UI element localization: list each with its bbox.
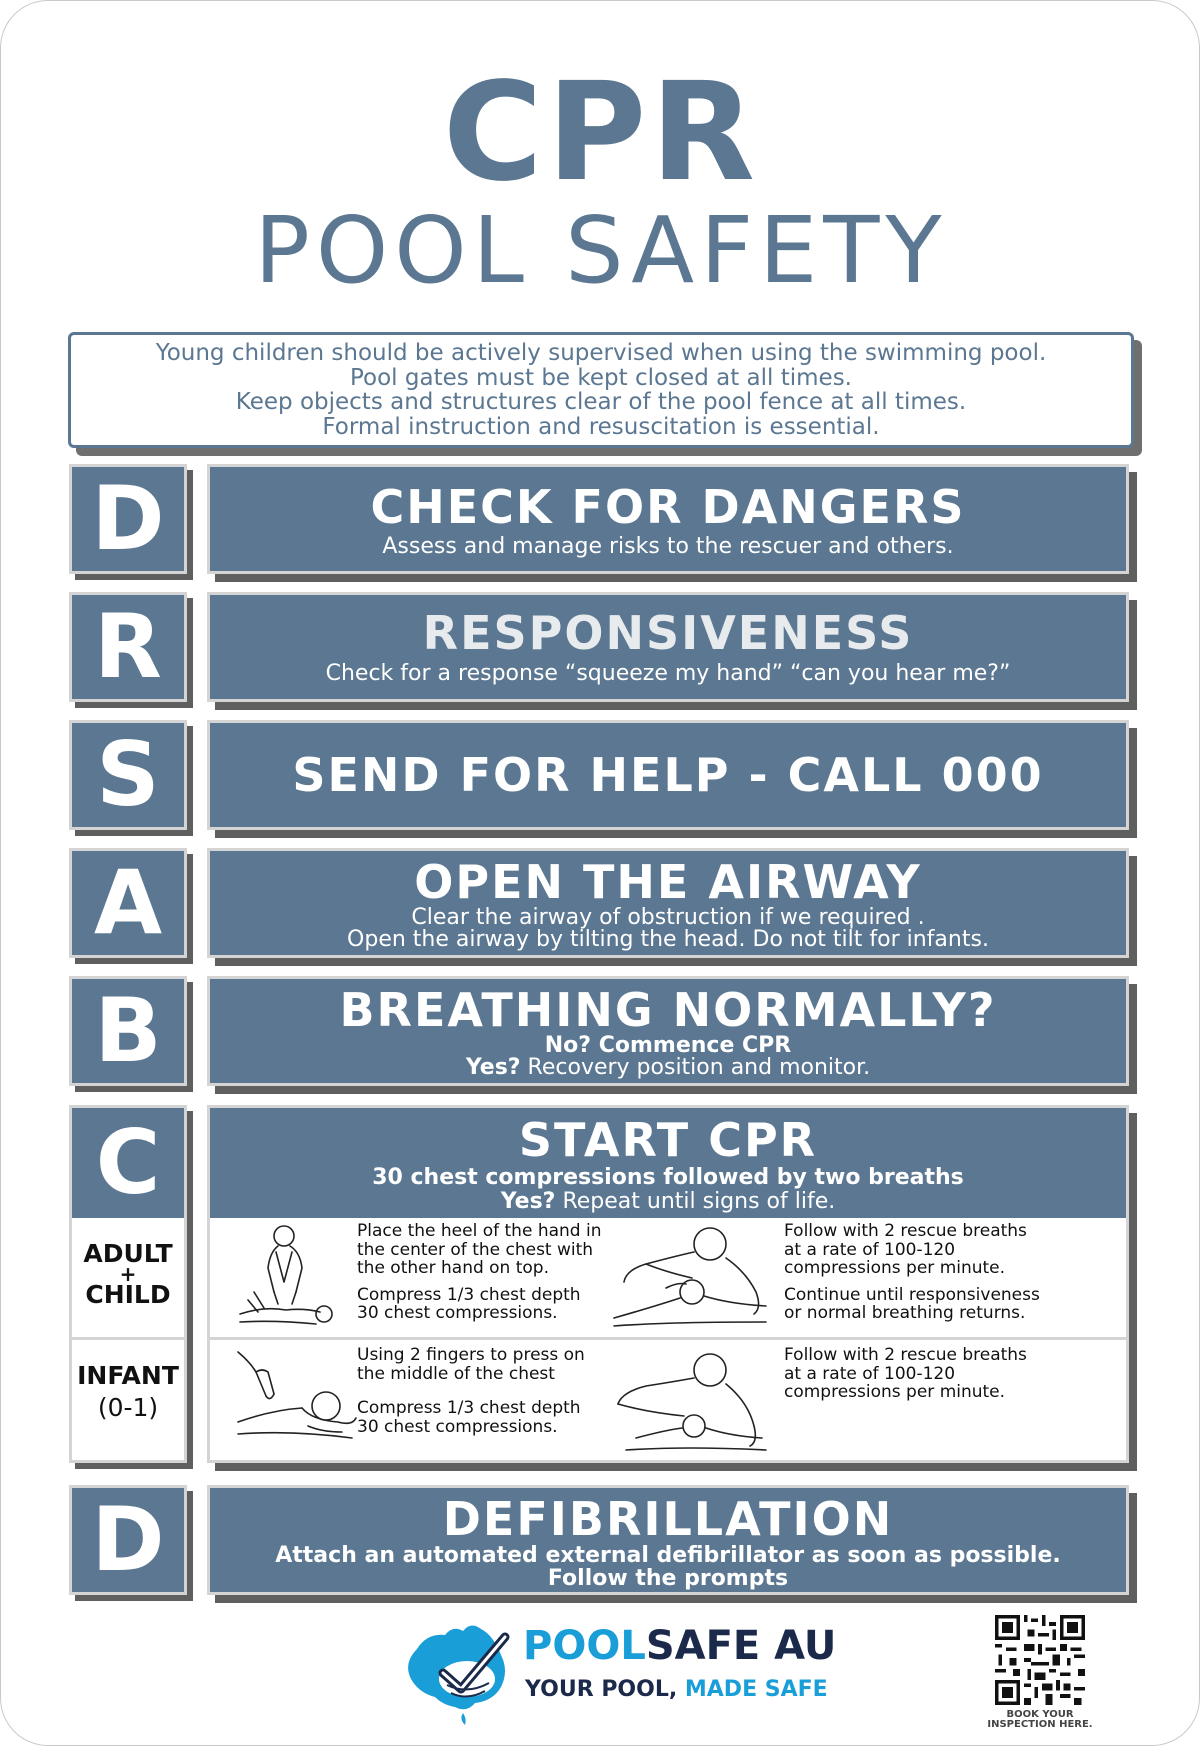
tagline-part: YOUR POOL, bbox=[525, 1677, 685, 1702]
step-heading: CHECK FOR DANGERS bbox=[370, 480, 966, 534]
infant-cpr-row bbox=[210, 1337, 1126, 1463]
yes-label: Yes? bbox=[465, 1055, 521, 1080]
step-letter-d-defib: D bbox=[69, 1485, 187, 1595]
instruction-line: Follow with 2 rescue breaths bbox=[784, 1345, 1027, 1365]
qr-label-line: INSPECTION HERE. bbox=[987, 1719, 1093, 1730]
step-panel-breathing bbox=[207, 976, 1129, 1086]
qr-label-line: BOOK YOUR bbox=[1006, 1709, 1074, 1720]
step-letter-d: D bbox=[69, 464, 187, 574]
instruction-line: the center of the chest with bbox=[357, 1239, 594, 1260]
australia-check-icon bbox=[397, 1615, 517, 1727]
intro-line: Young children should be actively supervised when using the swimming pool. bbox=[155, 340, 1047, 366]
rescue-breath-illustration bbox=[606, 1222, 772, 1332]
instruction-line: the middle of the chest bbox=[357, 1363, 555, 1384]
step-text: Open the airway by tilting the head. Do not tilt for infants. bbox=[347, 927, 989, 952]
adult-cpr-row bbox=[210, 1218, 1126, 1337]
step-text: Attach an automated external defibrillator as soon as possible. bbox=[275, 1543, 1061, 1568]
step-heading: SEND FOR HELP - CALL 000 bbox=[292, 748, 1044, 802]
infant-compress-text bbox=[357, 1346, 585, 1436]
instruction-line: compressions per minute. bbox=[784, 1382, 1006, 1402]
step-text: Follow the prompts bbox=[547, 1566, 789, 1591]
step-text: Check for a response “squeeze my hand” “can you hear me?” bbox=[325, 661, 1011, 686]
step-text: Clear the airway of obstruction if we required . bbox=[411, 905, 925, 930]
step-heading: BREATHING NORMALLY? bbox=[339, 983, 997, 1037]
brand-part-pool: POOL bbox=[523, 1623, 646, 1669]
step-text: Assess and manage risks to the rescuer and others. bbox=[382, 534, 954, 559]
infant-label-text: INFANT bbox=[77, 1361, 179, 1390]
plus-label: + bbox=[119, 1262, 137, 1286]
instruction-line: Compress 1/3 chest depth bbox=[357, 1398, 581, 1418]
step-heading: OPEN THE AIRWAY bbox=[414, 855, 922, 909]
step-letter-a: A bbox=[69, 848, 187, 958]
step-heading: DEFIBRILLATION bbox=[442, 1492, 894, 1546]
instruction-line: Compress 1/3 chest depth bbox=[357, 1284, 581, 1305]
qr-code-icon[interactable] bbox=[995, 1615, 1085, 1705]
intro-line: Formal instruction and resuscitation is essential. bbox=[322, 413, 880, 440]
instruction-line: Follow with 2 rescue breaths bbox=[784, 1221, 1027, 1241]
adult-breath-text bbox=[784, 1222, 1040, 1323]
start-cpr-header bbox=[210, 1108, 1126, 1218]
step-text-bold: No? Commence CPR bbox=[544, 1033, 792, 1058]
yes-label: Yes? bbox=[500, 1189, 556, 1214]
step-letter-s: S bbox=[69, 720, 187, 830]
page-title: CPR bbox=[442, 54, 760, 212]
poolsafe-logo bbox=[397, 1611, 837, 1731]
adult-compress-text bbox=[357, 1222, 601, 1323]
step-heading: RESPONSIVENESS bbox=[422, 606, 914, 660]
intro-line: Pool gates must be kept closed at all times. bbox=[349, 364, 852, 391]
infant-breath-text bbox=[784, 1346, 1027, 1402]
qr-label bbox=[975, 1710, 1105, 1730]
instruction-line: 30 chest compressions. bbox=[357, 1416, 558, 1437]
step-letter-c-box bbox=[69, 1105, 187, 1463]
instruction-line: 30 chest compressions. bbox=[357, 1303, 558, 1323]
instruction-line: at a rate of 100-120 bbox=[784, 1239, 956, 1260]
step-heading: START CPR bbox=[518, 1113, 818, 1167]
chest-compression-illustration bbox=[234, 1222, 338, 1332]
step-text: Repeat until signs of life. bbox=[555, 1189, 836, 1214]
intro-box bbox=[68, 332, 1134, 448]
infant-age-label: (0-1) bbox=[97, 1393, 159, 1422]
page-subtitle: POOL SAFETY bbox=[254, 197, 948, 304]
step-letter-b: B bbox=[69, 976, 187, 1086]
brand-part-safe-au: SAFE AU bbox=[645, 1623, 837, 1669]
instruction-line: or normal breathing returns. bbox=[784, 1303, 1026, 1323]
tagline-highlight: MADE SAFE bbox=[684, 1677, 828, 1702]
step-panel-dangers bbox=[207, 464, 1129, 574]
adult-child-label bbox=[72, 1218, 184, 1340]
step-panel-defibrillation bbox=[207, 1485, 1129, 1595]
child-label: CHILD bbox=[85, 1280, 171, 1309]
instruction-line: Continue until responsiveness bbox=[784, 1284, 1040, 1305]
step-letter-r: R bbox=[69, 592, 187, 702]
step-panel-send-help bbox=[207, 720, 1129, 830]
instruction-line: Using 2 fingers to press on bbox=[357, 1345, 585, 1365]
step-text: Recovery position and monitor. bbox=[520, 1055, 871, 1080]
step-panel-responsiveness bbox=[207, 592, 1129, 702]
adult-label: ADULT bbox=[83, 1239, 173, 1268]
step-letter-c: C bbox=[72, 1108, 184, 1218]
brand-name bbox=[523, 1623, 836, 1669]
instruction-line: compressions per minute. bbox=[784, 1258, 1006, 1278]
infant-label bbox=[72, 1340, 184, 1460]
instruction-line: at a rate of 100-120 bbox=[784, 1363, 956, 1384]
step-panel-airway bbox=[207, 848, 1129, 958]
instruction-line: the other hand on top. bbox=[357, 1258, 549, 1278]
brand-tagline bbox=[525, 1677, 828, 1702]
step-panel-start-cpr bbox=[207, 1105, 1129, 1463]
intro-line: Keep objects and structures clear of the pool fence at all times. bbox=[235, 389, 967, 415]
infant-compression-illustration bbox=[232, 1348, 362, 1448]
step-text-bold: 30 chest compressions followed by two breaths bbox=[372, 1165, 964, 1190]
infant-breath-illustration bbox=[606, 1346, 772, 1458]
instruction-line: Place the heel of the hand in bbox=[357, 1221, 602, 1241]
